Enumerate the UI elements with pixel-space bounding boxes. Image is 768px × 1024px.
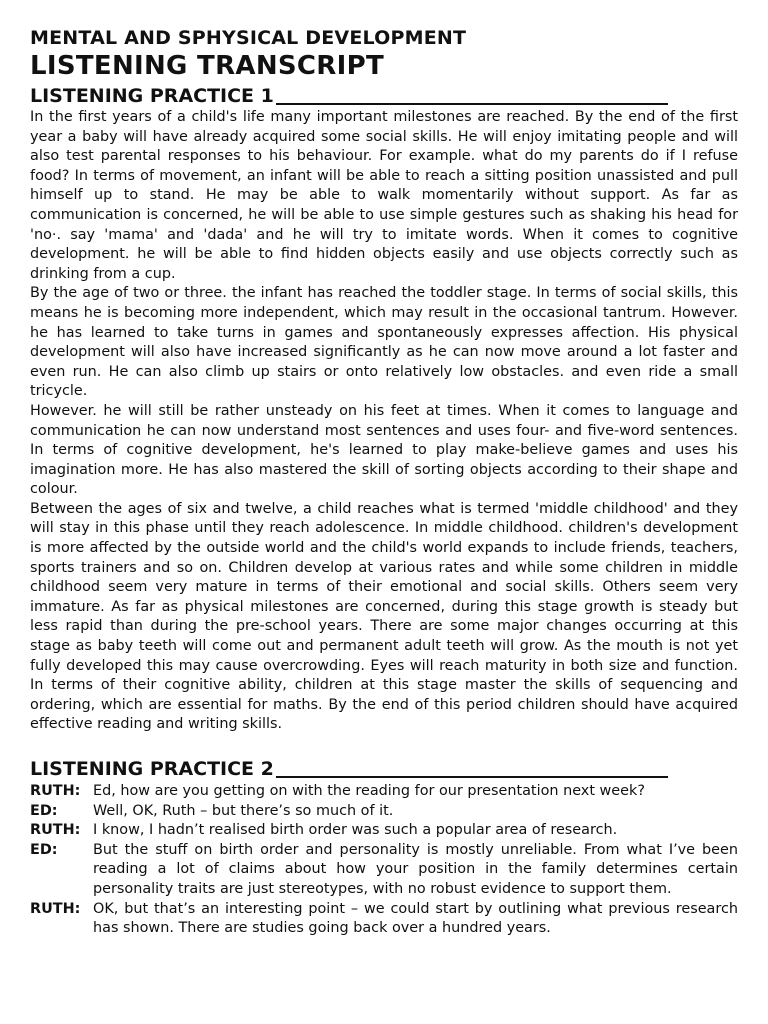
speaker-label: RUTH: bbox=[30, 822, 81, 839]
speaker-label: ED: bbox=[30, 802, 58, 819]
paragraph: In the first years of a child's life many important milestones are reached. By the end of the first year a baby will have already acquired some social skills. He will enjoy imitating people and will also test parental responses to his behaviour. For example. what do my parents do if I refuse food? In terms of movement, an infant will be able to reach a sitting position unassisted and pull himself up to stand. He may be able to walk momentarily without support. As far as communication is concerned, he will be able to use simple gestures such as shaking his head for 'no·. say 'mama' and 'dada' and he will try to imitate words. When it comes to cognitive development. he will be able to find hidden objects easily and use objects correctly such as drinking from a cup. bbox=[30, 109, 738, 282]
speech-text: I know, I hadn’t realised birth order was such a popular area of research. bbox=[93, 822, 618, 839]
practice-2-dialogue bbox=[30, 782, 738, 939]
practice-1-heading-text: LISTENING PRACTICE 1 bbox=[30, 85, 274, 107]
speech-text: Well, OK, Ruth – but there’s so much of it. bbox=[93, 802, 394, 819]
dialogue-line bbox=[30, 821, 738, 841]
speaker-label: ED: bbox=[30, 841, 58, 858]
paragraph: Between the ages of six and twelve, a child reaches what is termed 'middle childhood' and they will stay in this phase until they reach adolescence. In middle childhood. children's development is more affected by the outside world and the child's world expands to include friends, teachers, sports trainers and so on. Children develop at various rates and while some children in middle childhood seem very mature in terms of their emotional and social skills. Others seem very immature. As far as physical milestones are concerned, during this stage growth is steady but less rapid than during the pre-school years. There are some major changes occurring at this stage as baby teeth will come out and permanent adult teeth will grow. As the mouth is not yet fully developed this may cause overcrowding. Eyes will reach maturity in both size and function. In terms of their cognitive ability, children at this stage master the skills of sequencing and ordering, which are essential for maths. By the end of this period children should have acquired effective reading and writing skills. bbox=[30, 500, 738, 733]
dialogue-line bbox=[30, 802, 738, 822]
page-title: LISTENING TRANSCRIPT bbox=[30, 51, 384, 81]
practice-1-transcript bbox=[30, 108, 738, 735]
heading-underline bbox=[276, 103, 668, 105]
document-page bbox=[30, 26, 738, 939]
paragraph: However. he will still be rather unsteady on his feet at times. When it comes to language and communication he can now understand most sentences and uses four- and five-word sentences. In terms of cognitive development, he's learned to play make-believe games and uses his imagination more. He has also mastered the skill of sorting objects according to their shape and colour. bbox=[30, 402, 738, 498]
paragraph: By the age of two or three. the infant has reached the toddler stage. In terms of social skills, this means he is becoming more independent, which may result in the occasional tantrum. However. he has learned to take turns in games and spontaneously expresses affection. His physical development will also have increased significantly as he can now move around a lot faster and even run. He can also climb up stairs or onto relatively low obstacles. and even ride a small tricycle. bbox=[30, 285, 738, 400]
speech-text: OK, but that’s an interesting point – we could start by outlining what previous research has shown. There are studies going back over a hundred years. bbox=[93, 900, 738, 937]
heading-underline bbox=[276, 776, 668, 778]
speaker-label: RUTH: bbox=[30, 900, 81, 917]
dialogue-line bbox=[30, 900, 738, 939]
practice-1-heading bbox=[30, 84, 738, 108]
speech-text: But the stuff on birth order and personality is mostly unreliable. From what I’ve been reading a lot of claims about how your position in the family determines certain personality traits are just stereotypes, with no robust evidence to support them. bbox=[93, 841, 738, 897]
speaker-label: RUTH: bbox=[30, 783, 81, 799]
subject-heading: MENTAL AND SPHYSICAL DEVELOPMENT bbox=[30, 27, 467, 49]
speech-text: Ed, how are you getting on with the reading for our presentation next week? bbox=[93, 783, 645, 799]
dialogue-line bbox=[30, 841, 738, 900]
dialogue-line bbox=[30, 782, 738, 802]
practice-2-heading-text: LISTENING PRACTICE 2 bbox=[30, 758, 274, 780]
practice-2-heading bbox=[30, 757, 738, 781]
